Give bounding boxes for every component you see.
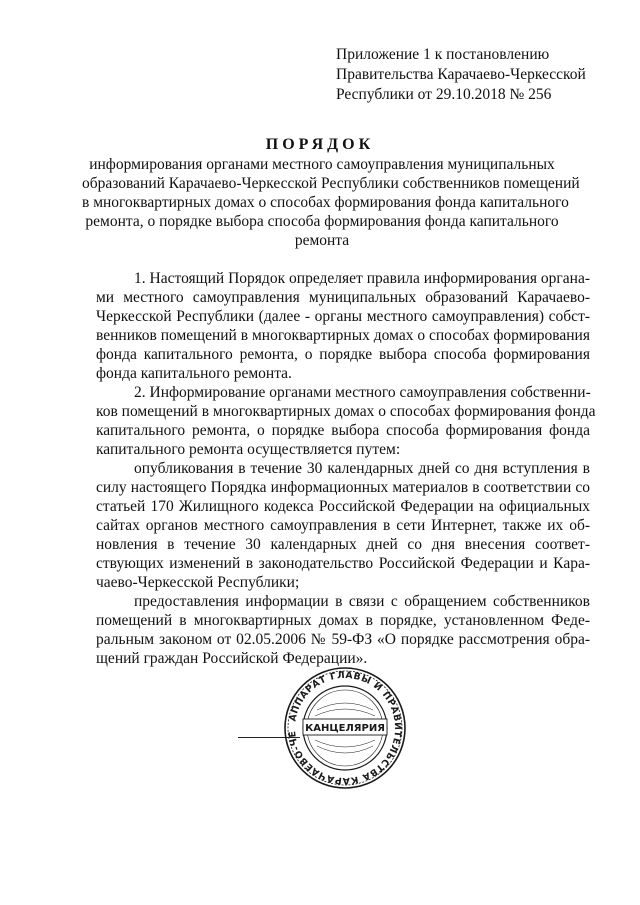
paragraph-4 [96, 592, 590, 668]
stamp-seal-icon [283, 666, 407, 790]
paragraph-line: предоставления информации в связи с обращением собственников [134, 593, 590, 610]
paragraph-line: ми местного самоуправления муниципальных образований Карачаево- [96, 289, 590, 306]
paragraph-line: фонда капитального ремонта, о порядке выбора способа формирования [96, 346, 590, 363]
paragraph-line: 2. Информирование органами местного самоуправления собственни- [134, 384, 591, 401]
appendix-line-2: Правительства Карачаево-Черкесской [336, 66, 586, 83]
paragraph-line: помещений в многоквартирных домах в порядке, установленном Феде- [96, 612, 590, 629]
paragraph-line: фонда капитального ремонта. [96, 365, 292, 382]
subtitle-line: в многоквартирных домах о способах формирования фонда капитального [82, 194, 569, 211]
paragraph-line: 1. Настоящий Порядок определяет правила информирования органа- [134, 270, 590, 287]
paragraph-line: чаево-Черкесской Республики; [96, 574, 300, 591]
paragraph-line: ков помещений в многоквартирных домах о способах формирования фонда [96, 403, 596, 420]
paragraph-line: капитального ремонта осуществляется путем: [96, 441, 401, 458]
stamp-center-text: КАНЦЕЛЯРИЯ [305, 723, 385, 734]
paragraph-line: силу настоящего Порядка информационных материалов в соответствии со [96, 479, 590, 496]
paragraph-1 [96, 269, 590, 383]
paragraph-line: статьей 170 Жилищного кодекса Российской Федерации на официальных [96, 498, 590, 515]
appendix-header [336, 45, 626, 105]
stamp-ring-text: АППАРАТ ГЛАВЫ И ПРАВИТЕЛЬСТВА КАРАЧАЕВО-ЧЕ [286, 669, 404, 787]
paragraph-line: новления в течение 30 календарных дней со дня внесения соответ- [96, 536, 590, 553]
paragraph-3 [96, 459, 590, 592]
paragraph-2 [96, 383, 596, 459]
subtitle-line: ремонта [294, 232, 350, 249]
subtitle-line: образований Карачаево-Черкесской Республики собственников помещений [82, 175, 580, 192]
paragraph-line: сайтах органов местного самоуправления в сети Интернет, также их об- [96, 517, 590, 534]
appendix-line-1: Приложение 1 к постановлению [336, 46, 550, 63]
paragraph-line: венников помещений в многоквартирных домах о способах формирования [96, 327, 590, 344]
paragraph-line: ральным законом от 02.05.2006 № 59-ФЗ «О порядке рассмотрения обра- [96, 631, 590, 648]
paragraph-line: Черкесской Республики (далее - органы местного самоуправления) собст- [96, 308, 590, 325]
document-title: ПОРЯДОК [265, 136, 375, 153]
paragraph-line: капитального ремонта, о порядке выбора способа формирования фонда [96, 422, 590, 439]
subtitle-line: ремонта, о порядке выбора способа формирования фонда капитального [85, 213, 559, 230]
paragraph-line: щений граждан Российской Федерации». [96, 650, 368, 667]
document-subtitle [82, 155, 580, 250]
paragraph-line: ствующих изменений в законодательство Российской Федерации и Кара- [96, 555, 590, 572]
subtitle-line: информирования органами местного самоуправления муниципальных [89, 156, 555, 173]
paragraph-line: опубликования в течение 30 календарных дней со дня вступления в [134, 460, 590, 477]
appendix-line-3: Республики от 29.10.2018 № 256 [336, 86, 552, 103]
official-stamp [283, 666, 407, 790]
